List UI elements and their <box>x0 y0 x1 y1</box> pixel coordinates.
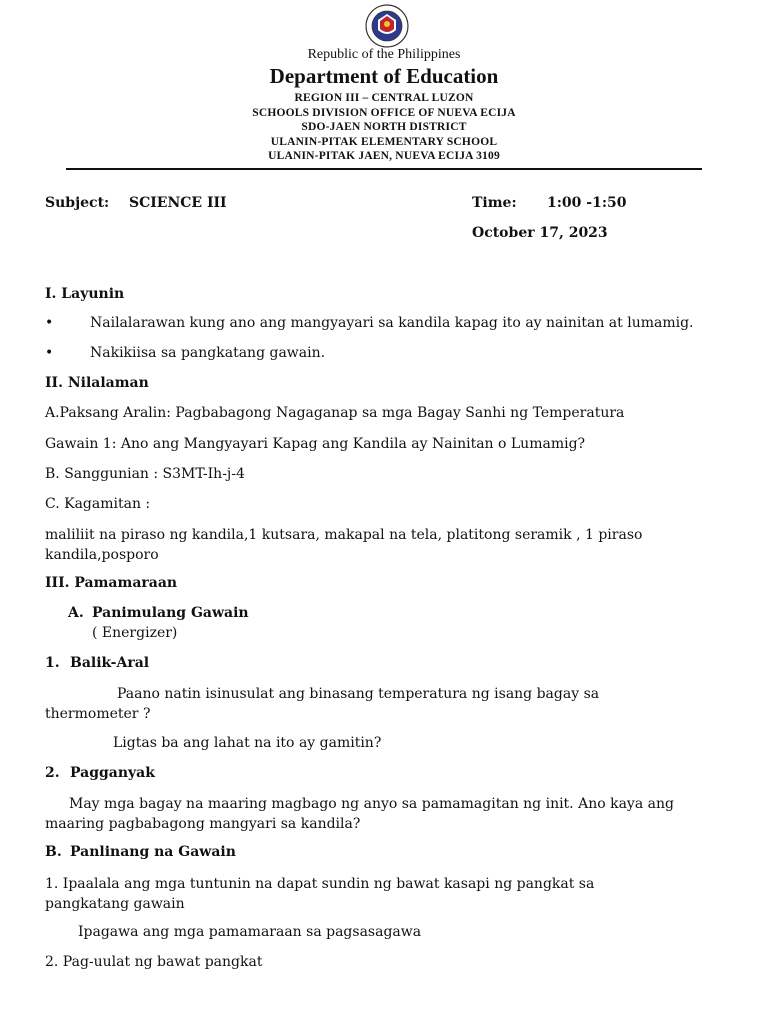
balik-aral-number: 1. <box>45 655 60 671</box>
section-pamamaraan-title: III. Pamamaraan <box>45 575 178 591</box>
kagamitan-label: C. Kagamitan : <box>45 496 151 512</box>
panlinang-number: B. <box>45 844 62 860</box>
panlinang-gawain-title: Panlinang na Gawain <box>70 844 236 860</box>
header-division: SCHOOLS DIVISION OFFICE OF NUEVA ECIJA <box>252 107 516 119</box>
section-layunin-title: I. Layunin <box>45 286 125 302</box>
energizer-note: ( Energizer) <box>92 625 178 641</box>
header-district: SDO-JAEN NORTH DISTRICT <box>301 121 467 133</box>
time-label: Time: <box>472 195 517 211</box>
pagganyak-text: May mga bagay na maaring magbago ng anyo sa pamamagitan ng init. Ano kaya ang maaring pagbabagong mangyari sa kandila? <box>45 796 674 832</box>
header-divider <box>66 168 702 170</box>
header-republic: Republic of the Philippines <box>307 47 461 62</box>
panimulang-gawain-title: Panimulang Gawain <box>92 605 249 621</box>
panlinang-item-2: 2. Pag-uulat ng bawat pangkat <box>45 954 263 970</box>
subject-label: Subject: <box>45 195 110 211</box>
header-region: REGION III – CENTRAL LUZON <box>294 92 474 104</box>
bullet-2: • <box>45 345 54 361</box>
gawain-1: Gawain 1: Ano ang Mangyayari Kapag ang Kandila ay Nainitan o Lumamig? <box>45 436 586 452</box>
panlinang-item-1: 1. Ipaalala ang mga tuntunin na dapat sundin ng bawat kasapi ng pangkat sa pangkatang gawain <box>45 876 595 912</box>
balik-aral-question-2: Ligtas ba ang lahat na ito ay gamitin? <box>113 735 382 751</box>
pagganyak-number: 2. <box>45 765 60 781</box>
balik-aral-title: Balik-Aral <box>70 655 150 671</box>
paksang-aralin: A.Paksang Aralin: Pagbabagong Nagaganap sa mga Bagay Sanhi ng Temperatura <box>45 405 625 421</box>
pagganyak-title: Pagganyak <box>70 765 155 781</box>
date-value: October 17, 2023 <box>472 225 608 241</box>
deped-seal-icon <box>365 4 409 48</box>
layunin-item-1: Nailalarawan kung ano ang mangyayari sa kandila kapag ito ay nainitan at lumamig. <box>90 315 694 331</box>
balik-aral-question-1: Paano natin isinusulat ang binasang temperatura ng isang bagay sa thermometer ? <box>45 686 600 722</box>
header-department: Department of Education <box>269 64 499 88</box>
header-school: ULANIN-PITAK ELEMENTARY SCHOOL <box>270 136 498 148</box>
sanggunian: B. Sanggunian : S3MT-Ih-j-4 <box>45 466 245 482</box>
time-value: 1:00 -1:50 <box>547 195 627 211</box>
subject-value: SCIENCE III <box>129 195 227 211</box>
layunin-item-2: Nakikiisa sa pangkatang gawain. <box>90 345 326 361</box>
panlinang-item-1-sub: Ipagawa ang mga pamamaraan sa pagsasagawa <box>78 924 422 940</box>
header-address: ULANIN-PITAK JAEN, NUEVA ECIJA 3109 <box>268 150 500 162</box>
kagamitan-list: maliliit na piraso ng kandila,1 kutsara, makapal na tela, platitong seramik , 1 piraso kandila,posporo <box>45 527 643 563</box>
section-nilalaman-title: II. Nilalaman <box>45 375 149 391</box>
bullet-1: • <box>45 315 54 331</box>
panimulang-number: A. <box>68 605 84 621</box>
